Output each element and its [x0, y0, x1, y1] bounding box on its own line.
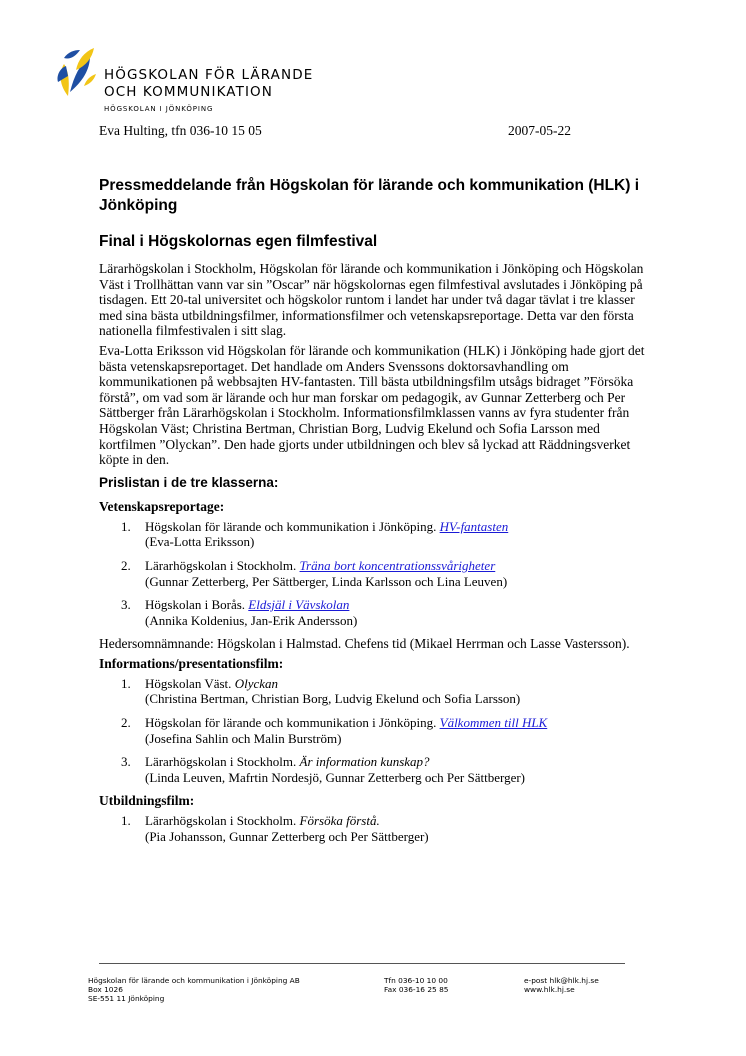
body-paragraph: Eva-Lotta Eriksson vid Högskolan för lärande och kommunikation (HLK) i Jönköping hade gjort det bästa vetenskapsreportaget. Det handlade om Anders Svenssons doktorsavhandling om kommunikationen på webbsajten HV-fantasten. Till bästa utbildningsfilm utsågs bidraget ”Försöka förstå”, om vad som är lärande och hur man forskar om pedagogik, av Gunnar Zetterberg och Per Sättberger från Lärarhögskolan i Stockholm. Informationsfilmklassen vanns av fyra studenter från Högskolan Väst; Christina Bertman, Christian Borg, Ludvig Ekelund och Sofia Larsson med kortfilmen ”Olyckan”. Den hade gjorts under utbildningen och blev så lyckad att Räddningsverket köpte in den. [99, 342, 645, 468]
credits: (Josefina Sahlin och Malin Burström) [145, 730, 342, 746]
org-line-1: HÖGSKOLAN FÖR LÄRANDE [104, 67, 314, 83]
document-body [99, 176, 659, 853]
footer-website[interactable]: www.hlk.hj.se [524, 985, 575, 994]
credits: (Eva-Lotta Eriksson) [145, 534, 255, 550]
list-item [99, 715, 659, 746]
list-item [99, 519, 659, 550]
press-release-title: Pressmeddelande från Högskolan för lärande och kommunikation (HLK) i Jönköping [99, 177, 640, 214]
section-heading: Informations/presentationsfilm: [99, 655, 284, 671]
list-number: 2. [121, 557, 131, 573]
film-title: Är information kunskap? [299, 754, 430, 770]
org-line-3: HÖGSKOLAN I JÖNKÖPING [104, 105, 214, 113]
film-link[interactable]: HV-fantasten [439, 518, 509, 534]
body-paragraph: Lärarhögskolan i Stockholm, Högskolan för lärande och kommunikation i Jönköping och Högskolan Väst i Trollhättan vann var sin ”Oscar” när högskolornas egen filmfestival avslutades i Jönköping på tisdagen. Ett 20-tal universitet och högskolor runtom i landet har under två dagar tävlat i tre klasser med sina bästa utbildningsfilmer, informationsfilmer och vetenskapsreportage. Detta var den första nationella filmfestivalen i sitt slag. [99, 261, 644, 339]
credits: (Christina Bertman, Christian Borg, Ludvig Ekelund och Sofia Larsson) [145, 691, 521, 707]
list-item [99, 754, 659, 785]
school-name: Högskolan Väst. [145, 675, 232, 691]
footer-phone [384, 976, 449, 994]
footer-address [88, 976, 300, 1003]
organization-name [104, 67, 313, 114]
credits: (Pia Johansson, Gunnar Zetterberg och Per Sättberger) [145, 829, 429, 845]
film-link[interactable]: Eldsjäl i Vävskolan [248, 597, 350, 613]
prize-list [99, 519, 659, 629]
honorable-mention: Hedersomnämnande: Högskolan i Halmstad. Chefens tid (Mikael Herrman och Lasse Vastersson). [99, 636, 630, 652]
film-link[interactable]: Välkommen till HLK [439, 715, 548, 731]
footer-divider [99, 963, 625, 964]
org-line-2: OCH KOMMUNIKATION [104, 84, 273, 100]
credits: (Gunnar Zetterberg, Per Sättberger, Linda Karlsson och Lina Leuven) [145, 573, 508, 589]
footer-phone-number: Tfn 036-10 10 00 [384, 976, 448, 985]
footer-address-line: Högskolan för lärande och kommunikation i Jönköping AB [88, 976, 300, 985]
school-name: Lärarhögskolan i Stockholm. [145, 754, 297, 770]
credits: (Annika Koldenius, Jan-Erik Andersson) [145, 612, 358, 628]
prize-list-heading: Prislistan i de tre klasserna: [99, 474, 279, 490]
film-link[interactable]: Träna bort koncentrationssvårigheter [299, 557, 496, 573]
footer-address-line: Box 1026 [88, 985, 123, 994]
press-release-subtitle: Final i Högskolornas egen filmfestival [99, 233, 378, 250]
film-title: Försöka förstå. [299, 813, 380, 829]
list-item [99, 813, 659, 844]
school-name: Högskolan för lärande och kommunikation i Jönköping. [145, 715, 437, 731]
list-number: 1. [121, 675, 131, 691]
list-number: 1. [121, 518, 131, 534]
footer-fax-number: Fax 036-16 25 85 [384, 985, 449, 994]
list-item [99, 597, 659, 628]
section-heading: Utbildningsfilm: [99, 793, 195, 809]
prize-list [99, 813, 659, 844]
list-number: 2. [121, 715, 131, 731]
footer-contact [524, 976, 599, 994]
school-name: Lärarhögskolan i Stockholm. [145, 557, 297, 573]
school-name: Högskolan i Borås. [145, 597, 246, 613]
film-title: Olyckan [234, 675, 278, 691]
list-number: 1. [121, 813, 131, 829]
list-number: 3. [121, 597, 131, 613]
prize-list [99, 676, 659, 786]
footer-address-line: SE-551 11 Jönköping [88, 994, 165, 1003]
hlk-logo-icon [54, 46, 96, 98]
footer-email[interactable]: e-post hlk@hlk.hj.se [524, 976, 599, 985]
school-name: Lärarhögskolan i Stockholm. [145, 813, 297, 829]
document-date: 2007-05-22 [508, 123, 571, 138]
section-heading: Vetenskapsreportage: [99, 498, 225, 514]
school-name: Högskolan för lärande och kommunikation i Jönköping. [145, 518, 437, 534]
list-item [99, 676, 659, 707]
contact-person: Eva Hulting, tfn 036-10 15 05 [99, 123, 262, 138]
list-item [99, 558, 659, 589]
credits: (Linda Leuven, Mafrtin Nordesjö, Gunnar Zetterberg och Per Sättberger) [145, 769, 526, 785]
list-number: 3. [121, 754, 131, 770]
